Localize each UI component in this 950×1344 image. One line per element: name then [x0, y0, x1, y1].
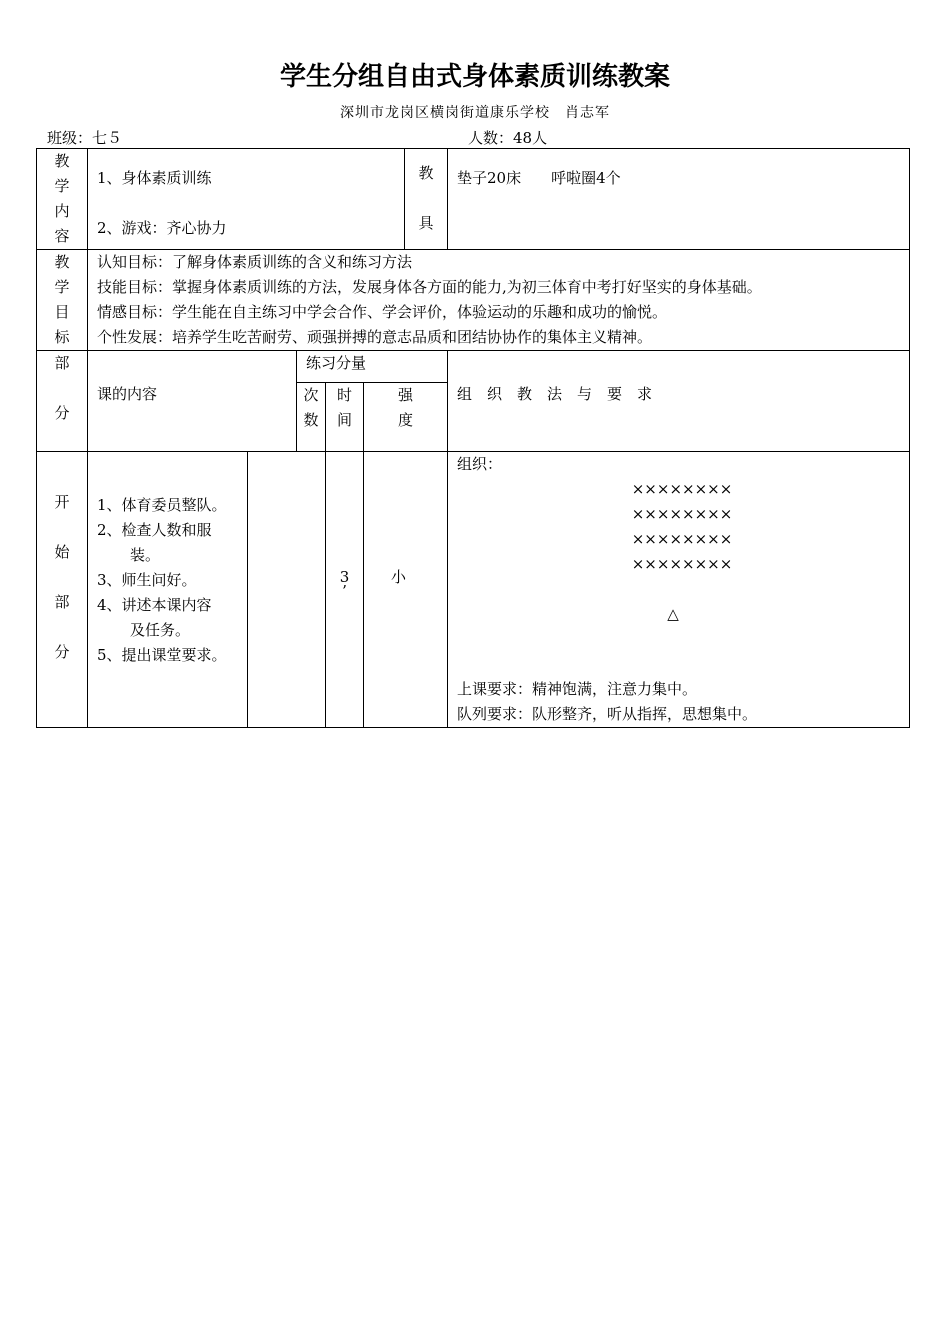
goal-emotion: 情感目标：学生能在自主练习中学会合作、学会评价，体验运动的乐趣和成功的愉悦。: [97, 303, 668, 321]
content-item: 2、游戏：齐心协力: [97, 219, 227, 237]
list-item: 3、师生问好。: [97, 571, 197, 589]
teaching-goals-row: [37, 250, 910, 351]
course-content-header: 课的内容: [88, 351, 297, 452]
start-part-header: 开 始 部 分: [37, 452, 88, 728]
list-item: 装。: [130, 546, 161, 564]
formation-requirement: 队列要求：队形整齐，听从指挥，思想集中。: [457, 705, 758, 723]
goal-cognitive: 认知目标：了解身体素质训练的含义和练习方法: [97, 253, 413, 271]
page-title: 学生分组自由式身体素质训练教案: [279, 62, 670, 92]
formation-row: ××××××××: [631, 505, 733, 523]
teaching-content-header: 教 学 内 容: [37, 149, 88, 250]
start-intensity: 小: [364, 452, 448, 728]
student-formation: [455, 477, 909, 577]
class-label: 班级：七５: [47, 129, 123, 147]
start-times: [248, 452, 326, 728]
list-item: 4、讲述本课内容: [97, 596, 212, 614]
start-part-row: [37, 452, 910, 728]
goal-personality: 个性发展：培养学生吃苦耐劳、顽强拼搏的意志品质和团结协协作的集体主义精神。: [97, 328, 653, 346]
organization-label: 组织：: [457, 455, 503, 473]
formation-row: ××××××××: [631, 480, 733, 498]
lesson-plan-table: [36, 148, 910, 728]
start-duration: 3 ’: [326, 452, 364, 728]
student-count: 人数：48人: [468, 129, 548, 147]
formation-row: ××××××××: [631, 555, 733, 573]
list-item: 5、提出课堂要求。: [97, 646, 227, 664]
list-item: 2、检查人数和服: [97, 521, 212, 539]
goal-skill: 技能目标：掌握身体素质训练的方法，发展身体各方面的能力,为初三体育中考打好坚实的身体基础。: [97, 278, 762, 296]
start-content-list: [88, 452, 248, 728]
times-header: 次 数: [297, 383, 326, 452]
duration-header: 时 间: [326, 383, 364, 452]
method-header: 组 织 教 法 与 要 求: [448, 351, 910, 452]
teacher-position: △: [667, 605, 679, 623]
teaching-goals-list: [88, 250, 910, 351]
exercise-amount-header: 练习分量: [297, 351, 448, 383]
tools-list: 垫子20床 呼啦圈4个: [448, 149, 910, 250]
start-organization: [448, 452, 910, 728]
column-header-row-1: [37, 351, 910, 383]
content-item: 1、身体素质训练: [97, 169, 212, 187]
list-item: 1、体育委员整队。: [97, 496, 227, 514]
teaching-content-row: [37, 149, 910, 250]
intensity-header: 强 度: [364, 383, 448, 452]
formation-row: ××××××××: [631, 530, 733, 548]
teaching-content-items: [88, 149, 405, 250]
part-header: 部 分: [37, 351, 88, 452]
class-requirement: 上课要求：精神饱满，注意力集中。: [457, 680, 698, 698]
tools-header: 教 具: [405, 149, 448, 250]
teaching-goals-header: 教 学 目 标: [37, 250, 88, 351]
school-author: 深圳市龙岗区横岗街道康乐学校 肖志军: [340, 105, 610, 121]
list-item: 及任务。: [130, 621, 191, 639]
